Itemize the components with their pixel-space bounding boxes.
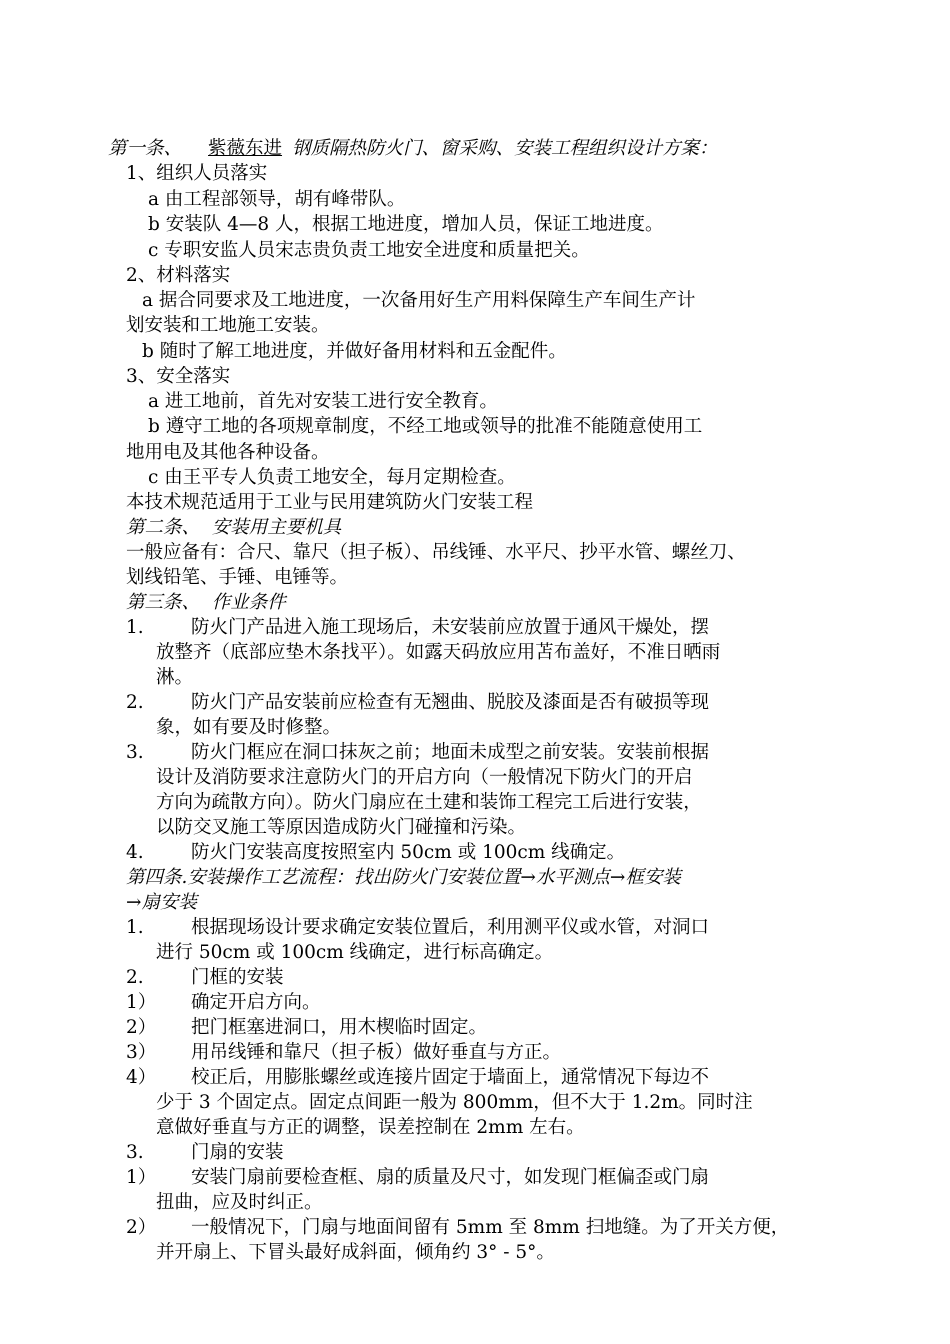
leaf-item-1-line1: 安装门扇前要检查框、扇的质量及尺寸，如发现门框偏歪或门扇	[191, 1167, 710, 1188]
article-1-prefix: 第一条、	[108, 138, 183, 159]
process-step-3-number: 3.	[126, 1142, 144, 1163]
tools-line1: 一般应备有：合尺、靠尺（担子板）、吊线锤、水平尺、抄平水管、螺丝刀、	[126, 542, 746, 563]
condition-3-line4: 以防交叉施工等原因造成防火门碰撞和污染。	[156, 817, 527, 838]
condition-1-line2: 放整齐（底部应垫木条找平）。如露天码放应用苫布盖好，不准日晒雨	[156, 642, 721, 663]
condition-3-line1: 防火门框应在洞口抹灰之前；地面未成型之前安装。安装前根据	[191, 742, 710, 763]
frame-item-4-line3: 意做好垂直与方正的调整，误差控制在 2mm 左右。	[156, 1117, 585, 1138]
condition-1-line1: 防火门产品进入施工现场后，未安装前应放置于通风干燥处，摆	[191, 617, 710, 638]
section-3-item-b-line1: b 遵守工地的各项规章制度，不经工地或领导的批准不能随意使用工	[148, 416, 703, 437]
section-3-item-c: c 由王平专人负责工地安全，每月定期检查。	[148, 467, 516, 488]
frame-item-1-number: 1）	[126, 992, 157, 1013]
section-2-title: 2、材料落实	[126, 265, 231, 286]
frame-item-3-line1: 用吊线锤和靠尺（担子板）做好垂直与方正。	[191, 1042, 562, 1063]
project-name: 紫薇东进	[208, 138, 283, 159]
section-1-item-c: c 专职安监人员宋志贵负责工地安全进度和质量把关。	[148, 240, 590, 261]
leaf-item-2-number: 2）	[126, 1217, 157, 1238]
article-3-heading: 第三条、 作业条件	[126, 592, 286, 613]
section-1-title: 1、组织人员落实	[126, 163, 268, 184]
article-4-heading-line1: 第四条.安装操作工艺流程：找出防火门安装位置→水平测点→框安装	[126, 867, 681, 888]
leaf-item-1-number: 1）	[126, 1167, 157, 1188]
process-step-1-line2: 进行 50cm 或 100cm 线确定，进行标高确定。	[156, 942, 554, 963]
article-2-heading: 第二条、 安装用主要机具	[126, 517, 342, 538]
scope-note: 本技术规范适用于工业与民用建筑防火门安装工程	[126, 492, 534, 513]
condition-4-number: 4.	[126, 842, 144, 863]
condition-2-number: 2.	[126, 692, 144, 713]
process-step-1-line1: 根据现场设计要求确定安装位置后，利用测平仪或水管，对洞口	[191, 917, 710, 938]
article-4-heading-line2: →扇安装	[126, 892, 198, 913]
process-step-2-title: 门框的安装	[191, 967, 284, 988]
frame-item-1-line1: 确定开启方向。	[191, 992, 321, 1013]
section-3-item-a: a 进工地前，首先对安装工进行安全教育。	[148, 391, 498, 412]
frame-item-4-number: 4）	[126, 1067, 157, 1088]
tools-line2: 划线铅笔、手锤、电锤等。	[126, 567, 349, 588]
condition-3-line3: 方向为疏散方向）。防火门扇应在土建和装饰工程完工后进行安装，	[156, 792, 702, 813]
leaf-item-2-line2: 并开扇上、下冒头最好成斜面，倾角约 3° - 5°。	[156, 1242, 555, 1263]
leaf-item-2-line1: 一般情况下，门扇与地面间留有 5mm 至 8mm 扫地缝。为了开关方便，	[191, 1217, 790, 1238]
condition-1-number: 1.	[126, 617, 144, 638]
frame-item-2-line1: 把门框塞进洞口，用木楔临时固定。	[191, 1017, 488, 1038]
frame-item-4-line2: 少于 3 个固定点。固定点间距一般为 800mm，但不大于 1.2m。同时注	[156, 1092, 753, 1113]
section-3-item-b-line2: 地用电及其他各种设备。	[126, 442, 330, 463]
process-step-2-number: 2.	[126, 967, 144, 988]
condition-3-number: 3.	[126, 742, 144, 763]
condition-2-line1: 防火门产品安装前应检查有无翘曲、脱胶及漆面是否有破损等现	[191, 692, 710, 713]
section-2-item-a-line2: 划安装和工地施工安装。	[126, 315, 330, 336]
condition-1-line3: 淋。	[156, 667, 194, 688]
section-1-item-a: a 由工程部领导，胡有峰带队。	[148, 189, 406, 210]
article-1-title: 钢质隔热防火门、窗采购、安装工程组织设计方案：	[292, 138, 718, 159]
section-2-item-b: b 随时了解工地进度，并做好备用材料和五金配件。	[142, 341, 567, 362]
article-1-heading	[108, 136, 718, 162]
leaf-item-1-line2: 扭曲，应及时纠正。	[156, 1192, 323, 1213]
section-3-title: 3、安全落实	[126, 366, 231, 387]
condition-3-line2: 设计及消防要求注意防火门的开启方向（一般情况下防火门的开启	[156, 767, 693, 788]
frame-item-4-line1: 校正后，用膨胀螺丝或连接片固定于墙面上，通常情况下每边不	[191, 1067, 710, 1088]
process-step-3-title: 门扇的安装	[191, 1142, 284, 1163]
condition-4-line1: 防火门安装高度按照室内 50cm 或 100cm 线确定。	[191, 842, 626, 863]
frame-item-3-number: 3）	[126, 1042, 157, 1063]
condition-2-line2: 象，如有要及时修整。	[156, 717, 342, 738]
frame-item-2-number: 2）	[126, 1017, 157, 1038]
section-1-item-b: b 安装队 4—8 人，根据工地进度，增加人员，保证工地进度。	[148, 214, 664, 235]
process-step-1-number: 1.	[126, 917, 144, 938]
section-2-item-a-line1: a 据合同要求及工地进度，一次备用好生产用料保障生产车间生产计	[142, 290, 696, 311]
